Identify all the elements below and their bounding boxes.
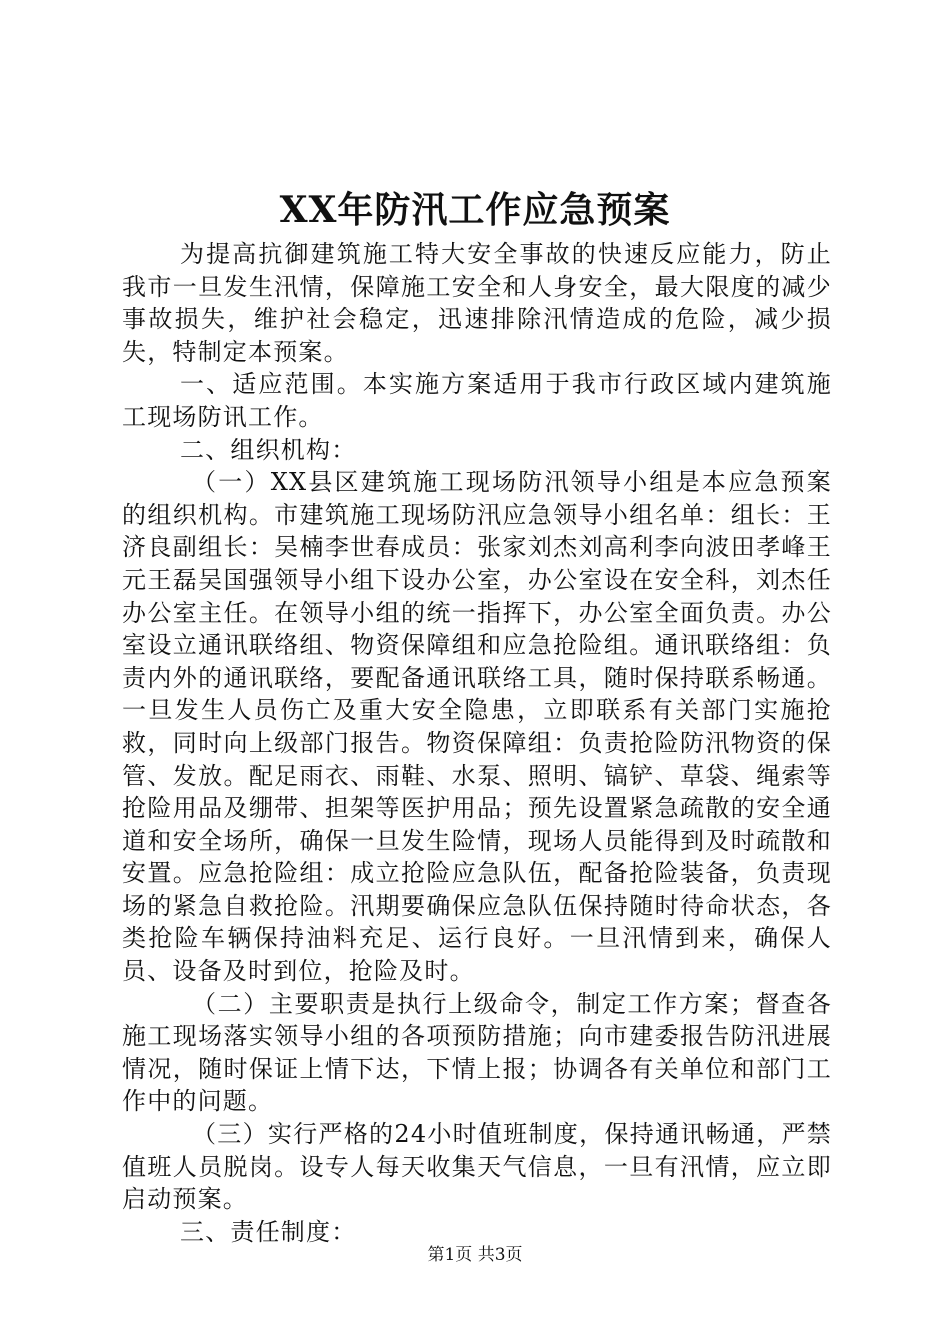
paragraph-org-3: （三）实行严格的24小时值班制度，保持通讯畅通，严禁值班人员脱岗。设专人每天收集天气信息，一旦有汛情，应立即启动预案。	[122, 1120, 832, 1214]
paragraph-org-2: （二）主要职责是执行上级命令，制定工作方案；督查各施工现场落实领导小组的各项预防措施；向市建委报告防汛进展情况，随时保证上情下达，下情上报；协调各有关单位和部门工作中的问题。	[122, 989, 832, 1116]
paragraph-intro: 为提高抗御建筑施工特大安全事故的快速反应能力，防止我市一旦发生汛情，保障施工安全和人身安全，最大限度的减少事故损失，维护社会稳定，迅速排除汛情造成的危险，减少损失，特制定本预案。	[122, 240, 832, 366]
heading-responsibility: 三、责任制度：	[180, 1217, 357, 1246]
page-footer: 第1页 共3页	[427, 1245, 523, 1265]
document-body	[122, 238, 832, 1248]
document-title: XX年防汛工作应急预案	[279, 189, 671, 231]
paragraph-org-1: （一）XX县区建筑施工现场防汛领导小组是本应急预案的组织机构。市建筑施工现场防汛应急领导小组名单：组长：王济良副组长：吴楠李世春成员：张家刘杰刘高利李向波田孝峰王元王磊吴国强领导小组下设办公室，办公室设在安全科，刘杰任办公室主任。在领导小组的统一指挥下，办公室全面负责。办公室设立通讯联络组、物资保障组和应急抢险组。通讯联络组：负责内外的通讯联络，要配备通讯联络工具，随时保持联系畅通。一旦发生人员伤亡及重大安全隐患，立即联系有关部门实施抢救，同时向上级部门报告。物资保障组：负责抢险防汛物资的保管、发放。配足雨衣、雨鞋、水泵、照明、镐铲、草袋、绳索等抢险用品及绷带、担架等医护用品；预先设置紧急疏散的安全通道和安全场所，确保一旦发生险情，现场人员能得到及时疏散和安置。应急抢险组：成立抢险应急队伍，配备抢险装备，负责现场的紧急自救抢险。汛期要确保应急队伍保持随时待命状态，各类抢险车辆保持油料充足、运行良好。一旦汛情到来，确保人员、设备及时到位，抢险及时。	[122, 468, 832, 986]
heading-organization: 二、组织机构：	[180, 435, 357, 464]
paragraph-scope: 一、适应范围。本实施方案适用于我市行政区域内建筑施工现场防讯工作。	[122, 370, 832, 431]
